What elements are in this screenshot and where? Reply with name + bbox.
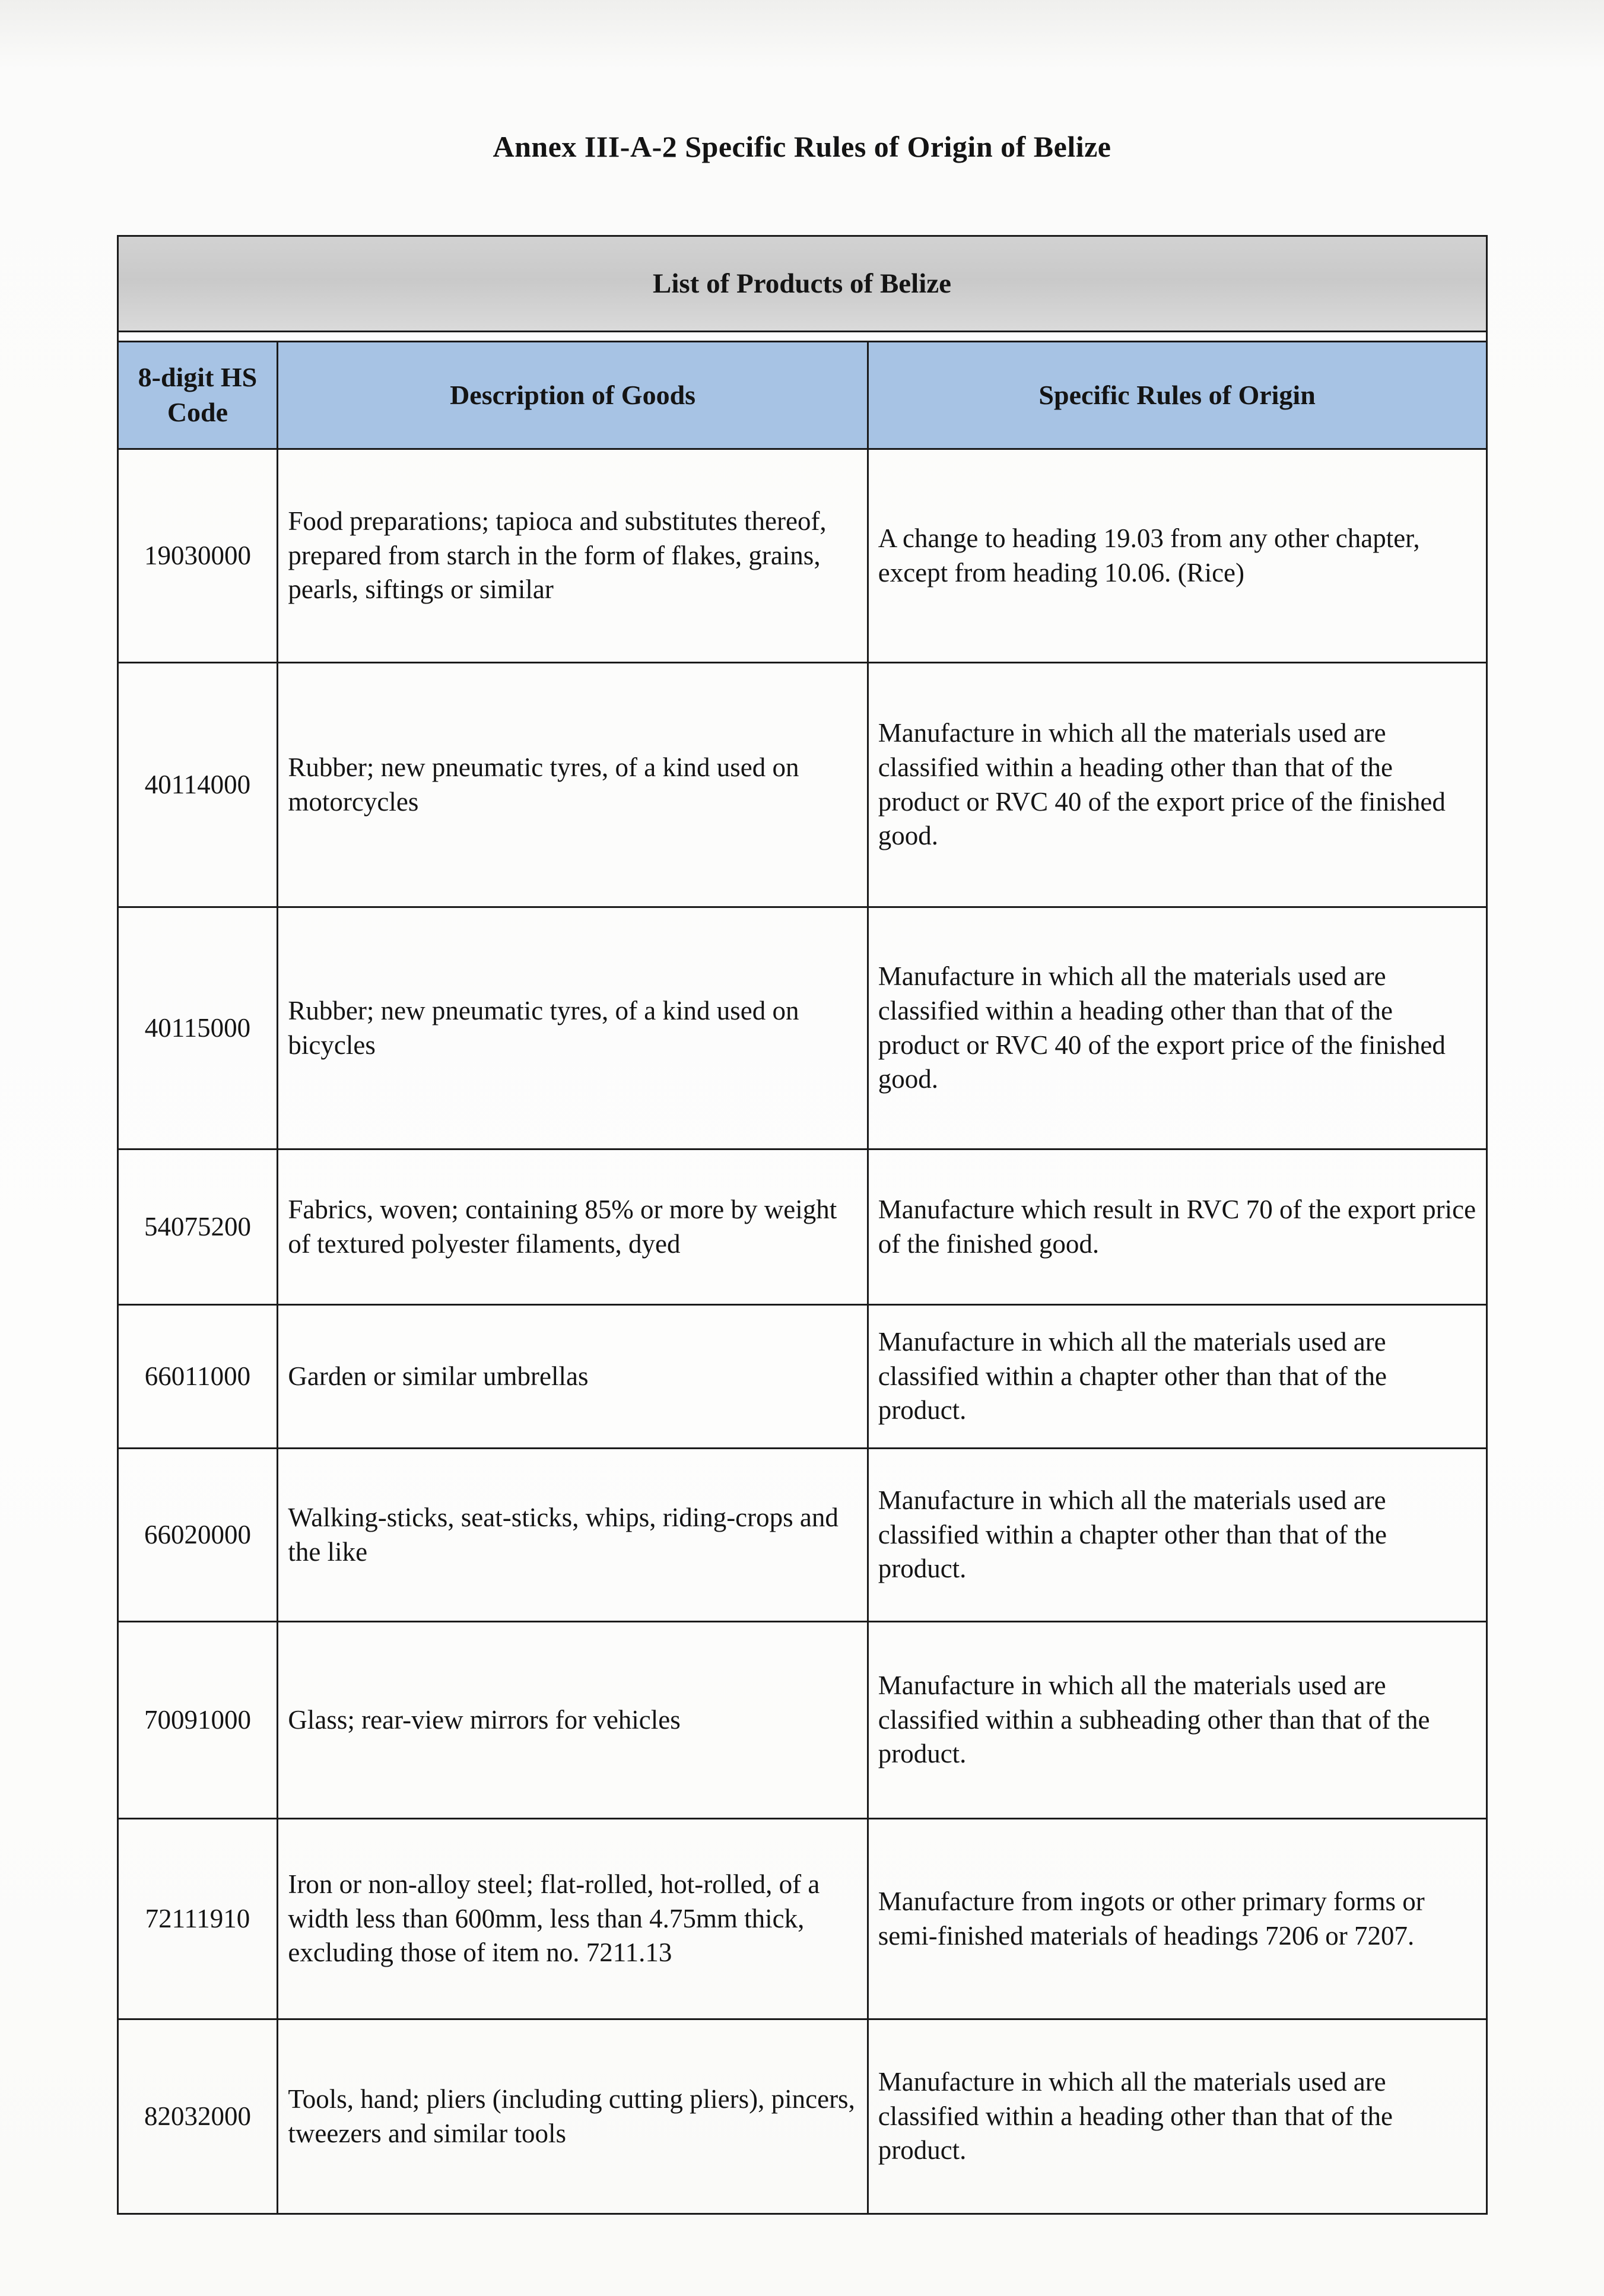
rule-cell: A change to heading 19.03 from any other chapter, except from heading 10.06. (Rice) — [868, 449, 1487, 663]
table-row — [117, 1449, 1487, 1622]
description-cell: Rubber; new pneumatic tyres, of a kind used on motorcycles — [278, 663, 868, 907]
description-cell: Rubber; new pneumatic tyres, of a kind used on bicycles — [278, 907, 868, 1149]
hs-code-cell: 72111910 — [117, 1819, 278, 2019]
hs-code-cell: 66020000 — [117, 1449, 278, 1622]
rule-cell: Manufacture from ingots or other primary forms or semi-finished materials of headings 7206 or 7207. — [868, 1819, 1487, 2019]
column-header-rules: Specific Rules of Origin — [868, 342, 1487, 449]
table-caption: List of Products of Belize — [117, 236, 1487, 332]
rules-of-origin-table — [117, 235, 1488, 2215]
hs-code-cell: 54075200 — [117, 1149, 278, 1305]
table-row — [117, 1149, 1487, 1305]
rule-cell: Manufacture in which all the materials used are classified within a chapter other than that of the product. — [868, 1305, 1487, 1449]
hs-code-cell: 82032000 — [117, 2019, 278, 2214]
table-row — [117, 449, 1487, 663]
description-cell: Fabrics, woven; containing 85% or more by weight of textured polyester filaments, dyed — [278, 1149, 868, 1305]
description-cell: Glass; rear-view mirrors for vehicles — [278, 1622, 868, 1819]
rule-cell: Manufacture in which all the materials used are classified within a heading other than that of the product or RVC 40 of the export price of the finished good. — [868, 663, 1487, 907]
table-row — [117, 2019, 1487, 2214]
rule-cell: Manufacture in which all the materials used are classified within a subheading other than that of the product. — [868, 1622, 1487, 1819]
column-header-hs-code: 8-digit HS Code — [117, 342, 278, 449]
description-cell: Food preparations; tapioca and substitutes thereof, prepared from starch in the form of flakes, grains, pearls, siftings or similar — [278, 449, 868, 663]
description-cell: Garden or similar umbrellas — [278, 1305, 868, 1449]
table-row — [117, 907, 1487, 1149]
description-cell: Iron or non-alloy steel; flat-rolled, hot-rolled, of a width less than 600mm, less than 4.75mm thick, excluding those of item no. 7211.13 — [278, 1819, 868, 2019]
rule-cell: Manufacture which result in RVC 70 of the export price of the finished good. — [868, 1149, 1487, 1305]
description-cell: Walking-sticks, seat-sticks, whips, riding-crops and the like — [278, 1449, 868, 1622]
table-header-row — [117, 342, 1487, 449]
hs-code-cell: 66011000 — [117, 1305, 278, 1449]
table-body — [117, 449, 1487, 2214]
table-spacer-row — [117, 332, 1487, 342]
hs-code-cell: 40114000 — [117, 663, 278, 907]
rule-cell: Manufacture in which all the materials used are classified within a heading other than that of the product or RVC 40 of the export price of the finished good. — [868, 907, 1487, 1149]
hs-code-cell: 40115000 — [117, 907, 278, 1149]
rule-cell: Manufacture in which all the materials used are classified within a chapter other than that of the product. — [868, 1449, 1487, 1622]
page-title: Annex III-A-2 Specific Rules of Origin of Belize — [493, 130, 1111, 163]
table-row — [117, 1305, 1487, 1449]
table-row — [117, 663, 1487, 907]
rule-cell: Manufacture in which all the materials used are classified within a heading other than that of the product. — [868, 2019, 1487, 2214]
table-spacer — [117, 332, 1487, 342]
column-header-description: Description of Goods — [278, 342, 868, 449]
hs-code-cell: 70091000 — [117, 1622, 278, 1819]
description-cell: Tools, hand; pliers (including cutting pliers), pincers, tweezers and similar tools — [278, 2019, 868, 2214]
table-row — [117, 1622, 1487, 1819]
hs-code-cell: 19030000 — [117, 449, 278, 663]
table-caption-row — [117, 236, 1487, 332]
table-row — [117, 1819, 1487, 2019]
